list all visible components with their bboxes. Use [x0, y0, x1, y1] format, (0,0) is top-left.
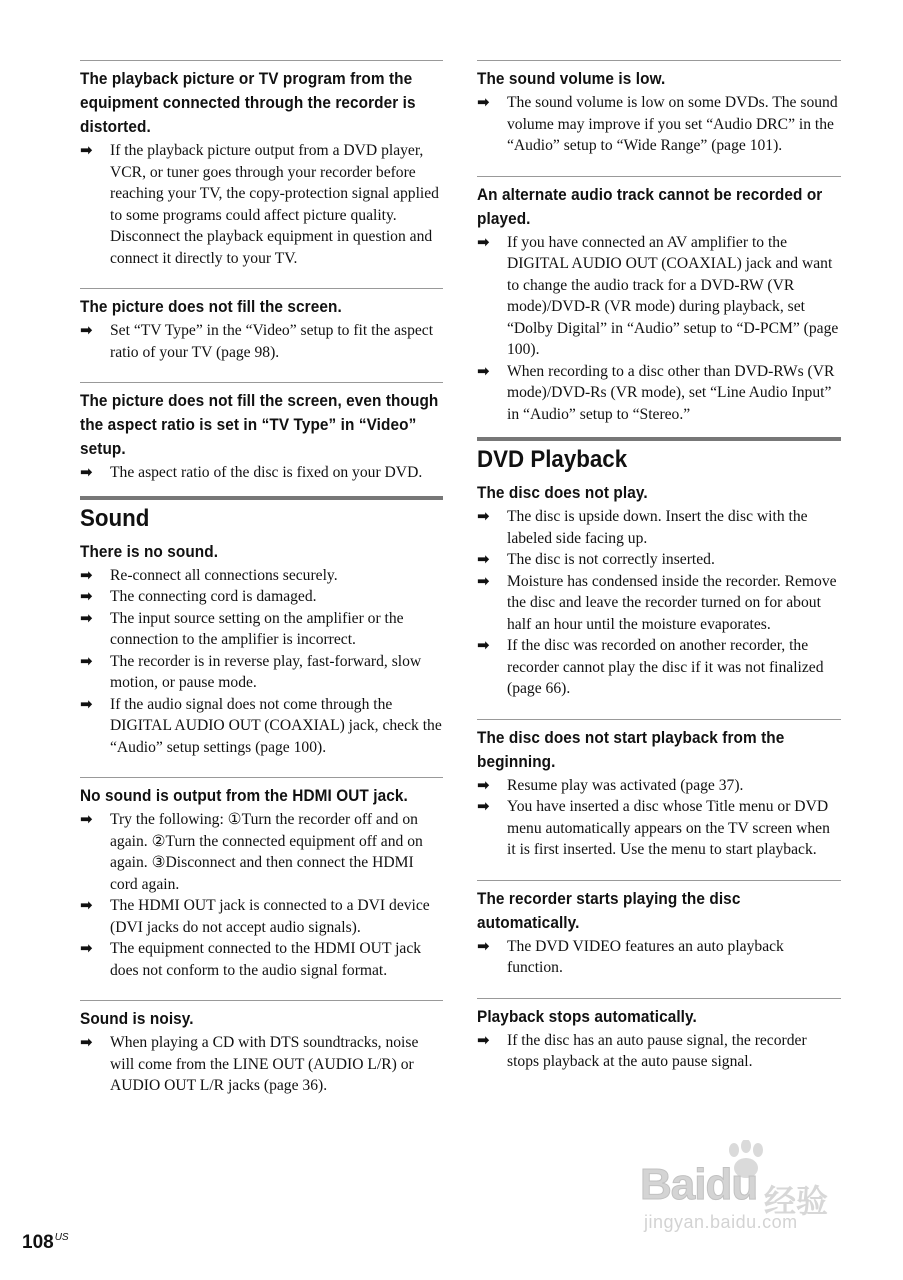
remedy-item: [80, 462, 443, 484]
remedy-item: [477, 571, 841, 636]
left-column: [80, 60, 443, 1097]
topic-title: The disc does not start playback from the beginning.: [477, 728, 785, 771]
right-arrow-icon: ➡: [477, 636, 490, 654]
troubleshooting-topic: [477, 880, 841, 979]
topic-title: There is no sound.: [80, 542, 219, 561]
watermark-chinese: 经验: [764, 1182, 829, 1220]
section-title: DVD Playback: [477, 446, 628, 473]
remedy-item: [477, 635, 841, 700]
remedy-item: [80, 565, 443, 587]
troubleshooting-topic: [80, 1000, 443, 1097]
remedy-item: [80, 895, 443, 938]
remedy-text: The sound volume is low on some DVDs. The sound volume may improve if you set “Audio DRC” in the “Audio” setup to “Wide Range” (page 101).: [507, 94, 838, 154]
remedy-text: The recorder is in reverse play, fast-forward, slow motion, or pause mode.: [110, 652, 422, 691]
remedy-item: [477, 1030, 841, 1073]
remedy-text: If the playback picture output from a DVD player, VCR, or tuner goes through your recorder before reaching your TV, the copy-protection signal applied to some programs could affect picture quality. Disconnect the playback equipment in question and connect it directly to your TV.: [110, 142, 439, 267]
remedy-item: [80, 140, 443, 269]
topic-title: The recorder starts playing the disc automatically.: [477, 889, 741, 932]
remedy-text: The equipment connected to the HDMI OUT jack does not conform to the audio signal format.: [110, 940, 422, 979]
topic-title: Playback stops automatically.: [477, 1007, 697, 1026]
remedy-text: The disc is not correctly inserted.: [507, 551, 715, 568]
remedy-text: If the disc has an auto pause signal, the recorder stops playback at the auto pause signal.: [507, 1031, 807, 1070]
remedy-item: [80, 608, 443, 651]
remedy-item: [477, 936, 841, 979]
right-arrow-icon: ➡: [477, 361, 490, 380]
right-arrow-icon: ➡: [80, 651, 93, 670]
right-arrow-icon: ➡: [477, 550, 490, 568]
remedy-text: If you have connected an AV amplifier to the DIGITAL AUDIO OUT (COAXIAL) jack and want to change the audio track for a DVD-RW (VR mode)/DVD-R (VR mode) during playback, set “Dolby Digital” in “Audio” setup to “D-PCM” (page 100).: [507, 233, 839, 358]
baidu-jingyan-watermark: [640, 1140, 850, 1240]
remedy-item: [80, 694, 443, 759]
right-arrow-icon: ➡: [80, 463, 93, 481]
remedy-item: [80, 651, 443, 694]
troubleshooting-topic: [80, 777, 443, 981]
right-arrow-icon: ➡: [477, 936, 490, 955]
section-title: Sound: [80, 504, 150, 532]
topic-title: The picture does not fill the screen.: [80, 298, 342, 316]
remedy-text: The DVD VIDEO features an auto playback function.: [507, 937, 784, 976]
page-number: [22, 1232, 69, 1254]
remedy-text: Resume play was activated (page 37).: [507, 776, 744, 794]
watermark-brand: Baidu: [640, 1160, 758, 1209]
troubleshooting-topic: [80, 288, 443, 363]
remedy-item: [477, 549, 841, 571]
right-arrow-icon: ➡: [80, 608, 93, 627]
remedy-text: You have inserted a disc whose Title menu or DVD menu automatically appears on the TV screen when it is first inserted. Use the menu to start playback.: [507, 798, 830, 858]
right-arrow-icon: ➡: [80, 810, 93, 828]
right-arrow-icon: ➡: [80, 694, 93, 713]
right-arrow-icon: ➡: [477, 571, 490, 590]
troubleshooting-topic: [80, 382, 443, 484]
remedy-item: [477, 92, 841, 157]
right-arrow-icon: ➡: [477, 232, 490, 251]
right-arrow-icon: ➡: [477, 1030, 490, 1049]
troubleshooting-topic: [80, 60, 443, 269]
remedy-text: The input source setting on the amplifier or the connection to the amplifier is incorrect.: [110, 609, 404, 648]
right-arrow-icon: ➡: [477, 93, 490, 111]
right-arrow-icon: ➡: [477, 797, 490, 815]
right-arrow-icon: ➡: [80, 565, 93, 584]
remedy-item: [477, 506, 841, 549]
remedy-item: [80, 586, 443, 608]
right-arrow-icon: ➡: [80, 896, 93, 914]
topic-title: The sound volume is low.: [477, 70, 666, 88]
page-number-value: 108: [22, 1232, 54, 1253]
remedy-text: When recording to a disc other than DVD-RWs (VR mode)/DVD-Rs (VR mode), set “Line Audio Input” in “Audio” setup to “Stereo.”: [507, 362, 835, 423]
remedy-item: [80, 809, 443, 895]
remedy-item: [477, 361, 841, 426]
troubleshooting-topic: [477, 176, 841, 426]
topic-title: The disc does not play.: [477, 484, 648, 502]
remedy-text: The disc is upside down. Insert the disc with the labeled side facing up.: [507, 508, 808, 547]
remedy-item: [477, 796, 841, 861]
remedy-text: The connecting cord is damaged.: [110, 588, 317, 605]
remedy-item: [80, 1032, 443, 1097]
remedy-item: [477, 775, 841, 797]
topic-title: The picture does not fill the screen, even though the aspect ratio is set in “TV Type” in “Video” setup.: [80, 392, 439, 458]
remedy-text: Moisture has condensed inside the recorder. Remove the disc and leave the recorder turned on for about half an hour until the moisture evaporates.: [507, 572, 837, 633]
right-arrow-icon: ➡: [80, 587, 93, 605]
section-heading: [477, 437, 841, 475]
remedy-item: [80, 938, 443, 981]
section-heading: [80, 496, 443, 534]
troubleshooting-topic: [477, 998, 841, 1073]
topic-title: No sound is output from the HDMI OUT jack.: [80, 787, 408, 805]
right-arrow-icon: ➡: [80, 321, 93, 339]
troubleshooting-topic: [477, 481, 841, 700]
remedy-text: The aspect ratio of the disc is fixed on your DVD.: [110, 464, 423, 481]
right-arrow-icon: ➡: [80, 939, 93, 957]
remedy-text: If the disc was recorded on another recorder, the recorder cannot play the disc if it was not finalized (page 66).: [507, 637, 824, 697]
right-arrow-icon: ➡: [477, 775, 490, 794]
watermark-url: jingyan.baidu.com: [644, 1212, 798, 1232]
troubleshooting-topic: [477, 719, 841, 861]
right-arrow-icon: ➡: [80, 141, 93, 159]
remedy-text: If the audio signal does not come through the DIGITAL AUDIO OUT (COAXIAL) jack, check the “Audio” setup settings (page 100).: [110, 695, 442, 756]
right-column: [477, 60, 841, 1073]
topic-title: An alternate audio track cannot be recorded or played.: [477, 185, 823, 228]
remedy-text: The HDMI OUT jack is connected to a DVI device (DVI jacks do not accept audio signals).: [110, 897, 430, 936]
remedy-text: Try the following: ①Turn the recorder off and on again. ②Turn the connected equipment off and on again. ③Disconnect and then connect the HDMI cord again.: [110, 811, 423, 893]
troubleshooting-topic: [80, 540, 443, 759]
right-arrow-icon: ➡: [80, 1033, 93, 1051]
remedy-text: Set “TV Type” in the “Video” setup to fit the aspect ratio of your TV (page 98).: [110, 322, 434, 361]
right-arrow-icon: ➡: [477, 507, 490, 525]
page-number-suffix: US: [54, 1232, 69, 1243]
troubleshooting-topic: [477, 60, 841, 157]
remedy-text: When playing a CD with DTS soundtracks, noise will come from the LINE OUT (AUDIO L/R) or AUDIO OUT L/R jacks (page 36).: [110, 1034, 419, 1094]
remedy-text: Re-connect all connections securely.: [110, 566, 338, 584]
remedy-item: [80, 320, 443, 363]
remedy-item: [477, 232, 841, 361]
topic-title: The playback picture or TV program from the equipment connected through the recorder is distorted.: [80, 70, 416, 136]
topic-title: Sound is noisy.: [80, 1010, 194, 1028]
